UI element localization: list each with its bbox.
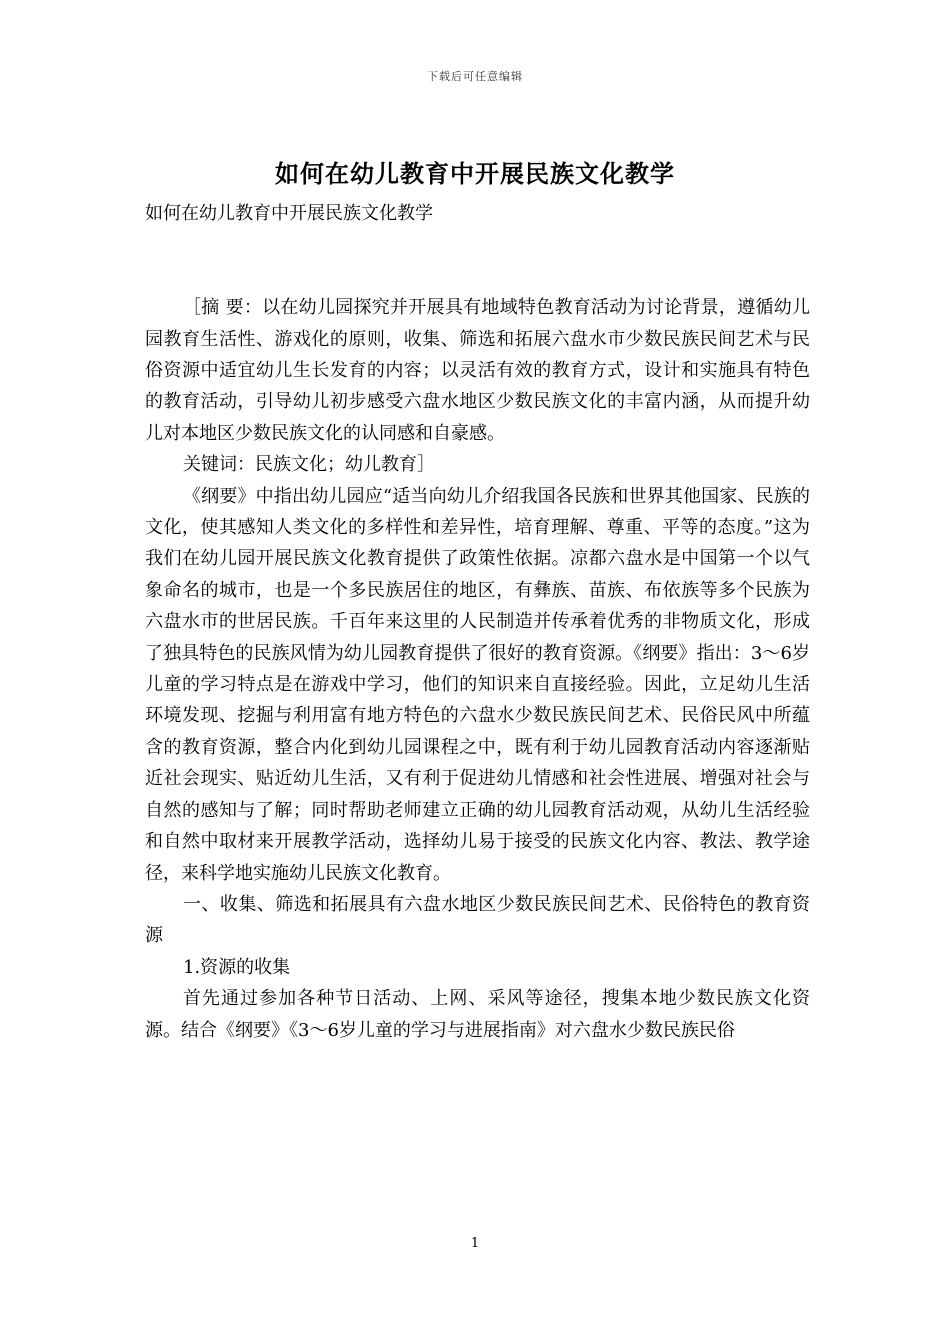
subsection-heading: 1.资源的收集	[183, 956, 291, 978]
section-heading: 一、收集、筛选和拓展具有六盘水地区少数民族民间艺术、民俗特色的教育资源	[145, 893, 810, 947]
document-subtitle: 如何在幼儿教育中开展民族文化教学	[145, 203, 433, 224]
body-paragraph: 《纲要》中指出幼儿园应“适当向幼儿介绍我国各民族和世界其他国家、民族的文化，使其感知人类文化的多样性和差异性，培育理解、尊重、平等的态度。”这为我们在幼儿园开展民族文化教育提供了政策性依据。凉都六盘水是中国第一个以气象命名的城市，也是一个多民族居住的地区，有彝族、苗族、布依族等多个民族为六盘水市的世居民族。千百年来这里的人民制造并传承着优秀的非物质文化，形成了独具特色的民族风情为幼儿园教育提供了很好的教育资源。《纲要》指出：3～6岁儿童的学习特点是在游戏中学习，他们的知识来自直接经验。因此，立足幼儿生活环境发现、挖掘与利用富有地方特色的六盘水少数民族民间艺术、民俗民风中所蕴含的教育资源，整合内化到幼儿园课程之中，既有利于幼儿园教育活动内容逐渐贴近社会现实、贴近幼儿生活，又有利于促进幼儿情感和社会性进展、增强对社会与自然的感知与了解；同时帮助老师建立正确的幼儿园教育活动观，从幼儿生活经验和自然中取材来开展教学活动，选择幼儿易于接受的民族文化内容、教法、教学途径，来科学地实施幼儿民族文化教育。	[145, 485, 810, 884]
body-paragraph: 首先通过参加各种节日活动、上网、采风等途径，搜集本地少数民族文化资源。结合《纲要》《3～6岁儿童的学习与进展指南》对六盘水少数民族民俗	[145, 988, 810, 1041]
abstract-paragraph: ［摘 要：以在幼儿园探究并开展具有地域特色教育活动为讨论背景，遵循幼儿园教育生活性、游戏化的原则，收集、筛选和拓展六盘水市少数民族民间艺术与民俗资源中适宜幼儿生长发育的内容；以灵活有效的教育方式，设计和实施具有特色的教育活动，引导幼儿初步感受六盘水地区少数民族文化的丰富内涵，从而提升幼儿对本地区少数民族文化的认同感和自豪感。	[145, 297, 810, 444]
document-title: 如何在幼儿教育中开展民族文化教学	[275, 159, 675, 188]
header-note: 下载后可任意编辑	[427, 70, 523, 83]
document-body	[145, 198, 810, 1046]
page-number: 1	[470, 1236, 480, 1251]
keywords-paragraph: 关键词：民族文化；幼儿教育］	[183, 454, 435, 476]
